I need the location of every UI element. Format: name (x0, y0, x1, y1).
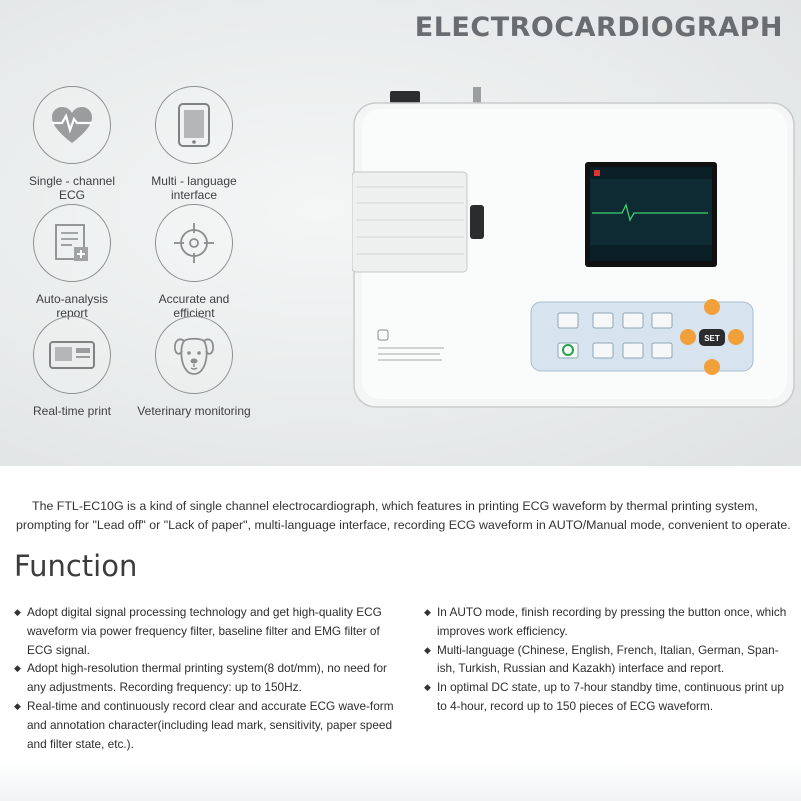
bullet-icon: ◆ (424, 607, 431, 617)
hero-title: ELECTROCARDIOGRAPH (414, 12, 783, 43)
feature-label: Single - channel ECG (28, 174, 116, 202)
feature-label: Real-time print (32, 404, 112, 418)
speed-button[interactable] (623, 343, 643, 358)
printer-icon (48, 338, 96, 372)
function-list-right (424, 603, 796, 716)
tablet-icon (177, 102, 211, 148)
sen-button[interactable] (593, 343, 613, 358)
bottom-fade (0, 760, 801, 801)
right-arrow-button[interactable] (728, 329, 744, 345)
report-icon (50, 221, 94, 265)
bullet-icon: ◆ (424, 644, 431, 655)
feature-veterinary (129, 316, 259, 418)
bullet-icon: ◆ (14, 700, 21, 711)
mode-button[interactable] (593, 313, 613, 328)
feature-icon-circle (33, 316, 111, 394)
list-item: ◆ In AUTO mode, finish recording by pressing the button once, which improves work efficiency. (424, 603, 796, 641)
list-item: ◆ In optimal DC state, up to 7-hour standby time, continuous print up to 4-hour, record up to 150 pieces of ECG waveform. (424, 678, 796, 716)
crosshair-icon (172, 221, 216, 265)
dog-icon (171, 333, 217, 377)
feature-icon-circle (155, 204, 233, 282)
feature-label: Multi - language interface (151, 174, 237, 202)
down-arrow-button[interactable] (704, 359, 720, 375)
feature-auto-analysis (7, 204, 137, 320)
print-button[interactable] (652, 313, 672, 328)
bullet-icon: ◆ (14, 663, 21, 674)
feature-multi-language (129, 86, 259, 202)
feature-icon-circle (155, 86, 233, 164)
list-item: ◆ Adopt digital signal processing technology and get high-quality ECG waveform via power frequency filter, baseline filter and EMG filter of ECG signal. (14, 603, 394, 659)
filter-button[interactable] (652, 343, 672, 358)
battery-slot (390, 91, 420, 103)
set-label: SET (704, 334, 720, 343)
function-list-left (14, 603, 394, 753)
feature-icon-circle (33, 204, 111, 282)
feature-icon-circle (155, 316, 233, 394)
feature-single-channel (7, 86, 137, 202)
left-arrow-button[interactable] (680, 329, 696, 345)
feature-icon-circle (33, 86, 111, 164)
bullet-icon: ◆ (14, 607, 21, 617)
release-latch (470, 205, 484, 239)
up-arrow-button[interactable] (704, 299, 720, 315)
list-item: ◆ Multi-language (Chinese, English, French, Italian, German, Span-ish, Turkish, Russian and Kazakh) interface and report. (424, 641, 796, 679)
bullet-icon: ◆ (424, 682, 431, 693)
function-heading: Function (14, 549, 138, 583)
heart-ecg-icon (49, 105, 95, 145)
start-stop-button[interactable] (558, 313, 578, 328)
feature-label: Auto-analysis report (35, 292, 109, 320)
feature-label: Accurate and efficient (158, 292, 230, 320)
intro-paragraph: The FTL-EC10G is a kind of single channel electrocardiograph, which features in printing ECG waveform by thermal printing system, prompting for "Lead off" or "Lack of paper", multi-language interface, recording ECG waveform in AUTO/Manual mode, convenient to operate. (16, 499, 791, 532)
ecg-device-illustration (352, 85, 798, 410)
feature-label: Veterinary monitoring (137, 404, 251, 418)
list-item: ◆ Real-time and continuously record clear and accurate ECG wave-form and annotation character(including lead mark, sensitivity, paper speed and filter state, etc.). (14, 697, 394, 753)
1mv-button[interactable] (623, 313, 643, 328)
list-item: ◆ Adopt high-resolution thermal printing system(8 dot/mm), no need for any adjustments. Recording frequency: up to 150Hz. (14, 659, 394, 697)
feature-realtime-print (7, 316, 137, 418)
feature-accurate (129, 204, 259, 320)
